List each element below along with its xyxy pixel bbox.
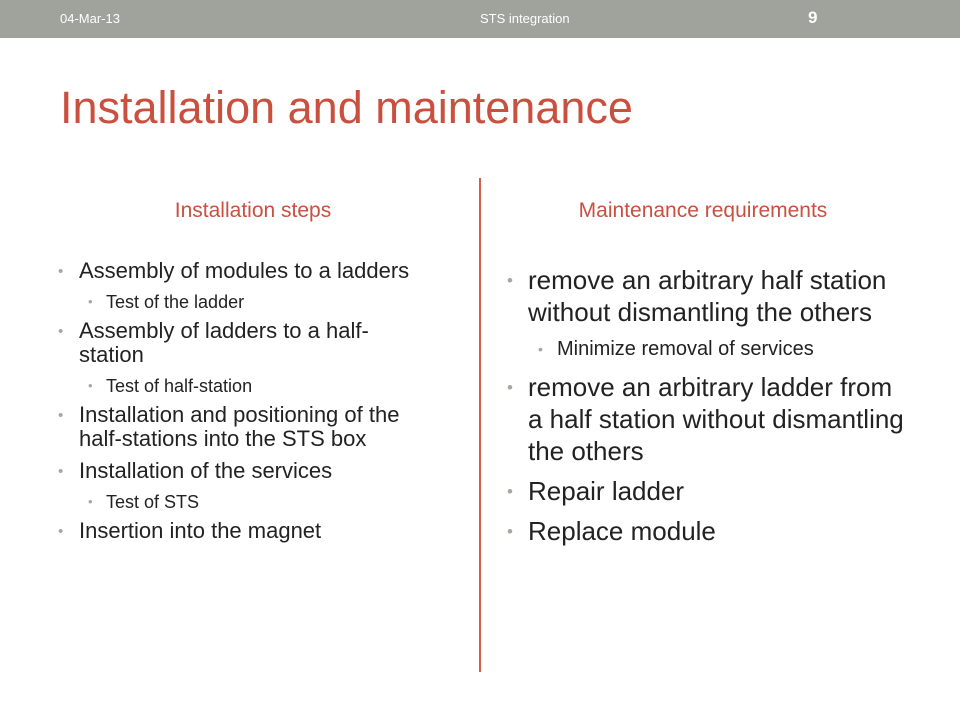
slide-title: Installation and maintenance (60, 82, 633, 133)
list-item-text: remove an arbitrary half station without dismantling the others (528, 265, 887, 327)
installation-steps-heading: Installation steps (174, 199, 332, 222)
bullet-icon: • (507, 378, 513, 397)
list-item-text: Installation and positioning of the half-stations into the STS box (79, 402, 400, 451)
slide-date: 04-Mar-13 (60, 11, 120, 26)
maintenance-requirements-heading: Maintenance requirements (578, 199, 828, 222)
list-subitem (56, 375, 426, 397)
slide-page-number: 9 (808, 8, 818, 27)
bullet-icon: • (507, 522, 513, 541)
list-item (505, 371, 905, 467)
bullet-icon: • (58, 523, 64, 540)
list-item (505, 475, 905, 507)
list-item (56, 459, 426, 483)
slide-footer-text: STS integration (480, 11, 570, 26)
list-subitem (505, 336, 905, 362)
list-subitem (56, 491, 426, 513)
list-item-text: Repair ladder (528, 476, 685, 506)
list-item (505, 515, 905, 547)
list-subitem-text: Minimize removal of services (557, 338, 814, 360)
list-item-text: Replace module (528, 516, 716, 546)
list-item (56, 519, 426, 543)
list-item (56, 259, 426, 283)
bullet-icon: • (538, 341, 543, 357)
list-item-text: Assembly of ladders to a half-station (79, 318, 369, 367)
maintenance-requirements-list (505, 264, 905, 555)
bullet-icon: • (88, 378, 93, 393)
bullet-icon: • (507, 482, 513, 501)
list-item-text: Insertion into the magnet (79, 518, 322, 543)
list-item (56, 403, 426, 451)
list-item (56, 319, 426, 367)
list-subitem-text: Test of half-station (106, 376, 253, 396)
bullet-icon: • (58, 263, 64, 280)
list-subitem (56, 291, 426, 313)
bullet-icon: • (58, 323, 64, 340)
header-bar (0, 0, 960, 38)
bullet-icon: • (88, 294, 93, 309)
bullet-icon: • (507, 271, 513, 290)
list-subitem-text: Test of the ladder (106, 292, 245, 312)
list-item (505, 264, 905, 328)
list-item-text: remove an arbitrary ladder from a half station without dismantling the others (528, 372, 904, 466)
bullet-icon: • (88, 494, 93, 509)
list-item-text: Installation of the services (79, 458, 333, 483)
installation-steps-list (56, 259, 426, 551)
column-divider (479, 178, 481, 672)
list-item-text: Assembly of modules to a ladders (79, 258, 410, 283)
bullet-icon: • (58, 407, 64, 424)
bullet-icon: • (58, 463, 64, 480)
list-subitem-text: Test of STS (106, 492, 200, 512)
